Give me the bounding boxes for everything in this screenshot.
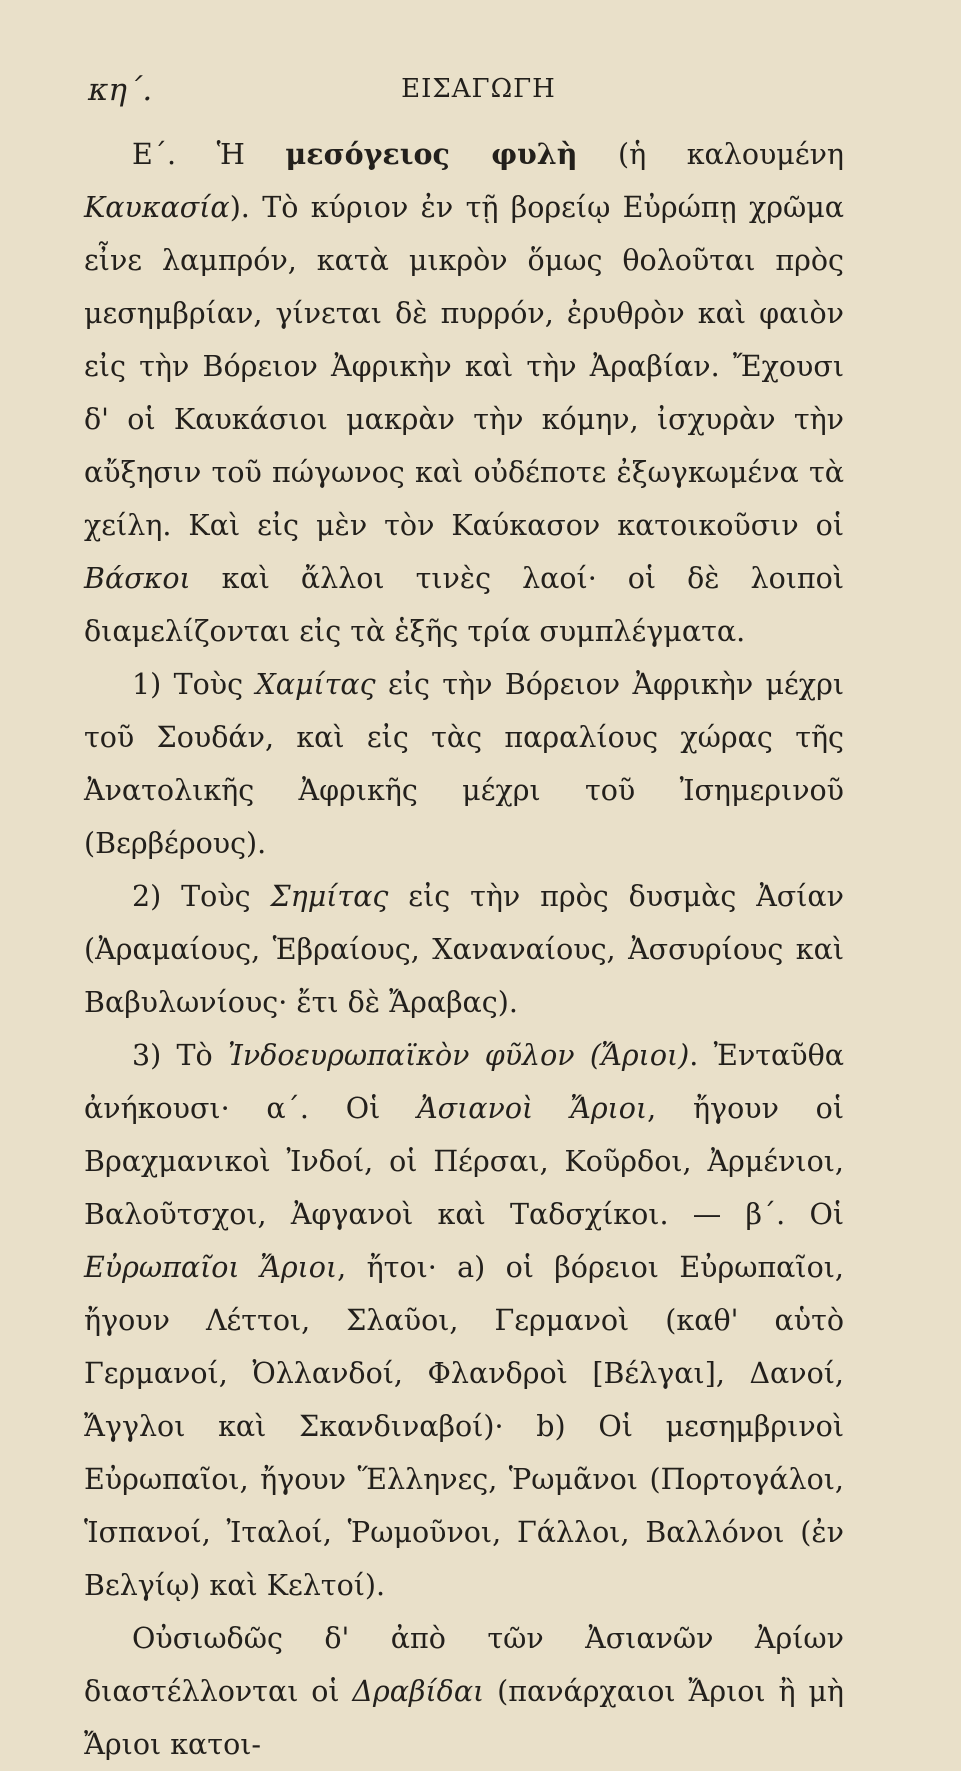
text-segment: Ε΄. Ἡ [132,138,286,171]
text-segment: 1) Τοὺς [132,668,256,701]
text-segment: Καυκασία [84,191,230,224]
text-segment: , ἤγουν οἱ Βραχμανικοὶ Ἰνδοί, οἱ Πέρσαι, Κοῦρδοι, Ἀρμένιοι, Βαλοῦτσχοι, Ἀφγανοὶ καὶ Ταδσχίκοι. — β΄. Οἱ [84,1092,845,1231]
text-segment: (πανάρχαιοι Ἄριοι ἢ μὴ Ἄριοι κατοι- [84,1675,844,1761]
text-segment: Σημίτας [270,880,389,913]
text-segment: Ἀσιανοὶ Ἄριοι [417,1092,648,1125]
text-segment: εἰς τὴν Βόρειον Ἀφρικὴν μέχρι τοῦ Σουδάν, καὶ εἰς τὰς παραλίους χώρας τῆς Ἀνατολικῆς Ἀφρικῆς μέχρι τοῦ Ἰσημερινοῦ (Βερβέρους). [84,668,844,860]
running-title: ΕΙΣΑΓΩΓΗ [401,74,556,104]
text-segment: ). Τὸ κύριον ἐν τῇ βορείῳ Εὐρώπῃ χρῶμα εἶνε λαμπρόν, κατὰ μικρὸν ὅμως θολοῦται πρὸς μεσημβρίαν, γίνεται δὲ πυρρόν, ἐρυθρὸν καὶ φαιὸν εἰς τὴν Βόρειον Ἀφρικὴν καὶ τὴν Ἀραβίαν. Ἔχουσι δ' οἱ Καυκάσιοι μακρὰν τὴν κόμην, ἰσχυρὰν τὴν αὔξησιν τοῦ πώγωνος καὶ οὐδέποτε ἐξωγκωμένα τὰ χείλη. Καὶ εἰς μὲν τὸν Καύκασον κατοικοῦσιν οἱ [84,191,844,542]
page-header [88,72,869,112]
text-segment: καὶ ἄλλοι τινὲς λαοί· οἱ δὲ λοιποὶ διαμελίζονται εἰς τὰ ἑξῆς τρία συμπλέγματα. [84,562,844,648]
text-segment: Οὐσιωδῶς δ' ἀπὸ τῶν Ἀσιανῶν Ἀρίων διαστέλλονται οἱ [84,1622,844,1708]
text-segment: Εὐρωπαῖοι Ἄριοι [84,1251,338,1284]
text-segment: 3) Τὸ [132,1039,229,1072]
text-segment: Ἰνδοευρωπαϊκὸν φῦλον (Ἄριοι) [228,1039,690,1072]
paragraph [84,128,844,658]
paragraph [84,1612,844,1771]
text-segment: μεσόγειος φυλὴ [285,137,578,171]
text-segment: εἰς τὴν πρὸς δυσμὰς Ἀσίαν (Ἀραμαίους, Ἑβραίους, Χαναναίους, Ἀσσυρίους καὶ Βαβυλωνίους· ἔτι δὲ Ἄραβας). [84,880,845,1019]
paragraph [84,658,844,870]
text-segment: , ἤτοι· a) οἱ βόρειοι Εὐρωπαῖοι, ἤγουν Λέττοι, Σλαῦοι, Γερμανοὶ (καθ' αὑτὸ Γερμανοί, Ὀλλανδοί, Φλανδροὶ [Βέλγαι], Δανοί, Ἄγγλοι καὶ Σκανδιναβοί)· b) Οἱ μεσημβρινοὶ Εὐρωπαῖοι, ἤγουν Ἕλληνες, Ῥωμᾶνοι (Πορτογάλοι, Ἱσπανοί, Ἰταλοί, Ῥωμοῦνοι, Γάλλοι, Βαλλόνοι (ἐν Βελγίῳ) καὶ Κελτοί). [84,1251,844,1602]
body-text [84,128,844,1771]
paragraph [84,870,844,1029]
text-segment: Χαμίτας [255,668,376,701]
paragraph [84,1029,844,1612]
text-segment: . Ἐνταῦθα ἀνήκουσι· α΄. Οἱ [84,1039,845,1125]
text-segment: Δραβίδαι [352,1675,485,1708]
text-segment: 2) Τοὺς [132,880,271,913]
text-segment: Βάσκοι [84,562,191,595]
page-number: κη΄. [88,72,153,108]
text-segment: (ἡ καλουμένη [577,138,844,171]
